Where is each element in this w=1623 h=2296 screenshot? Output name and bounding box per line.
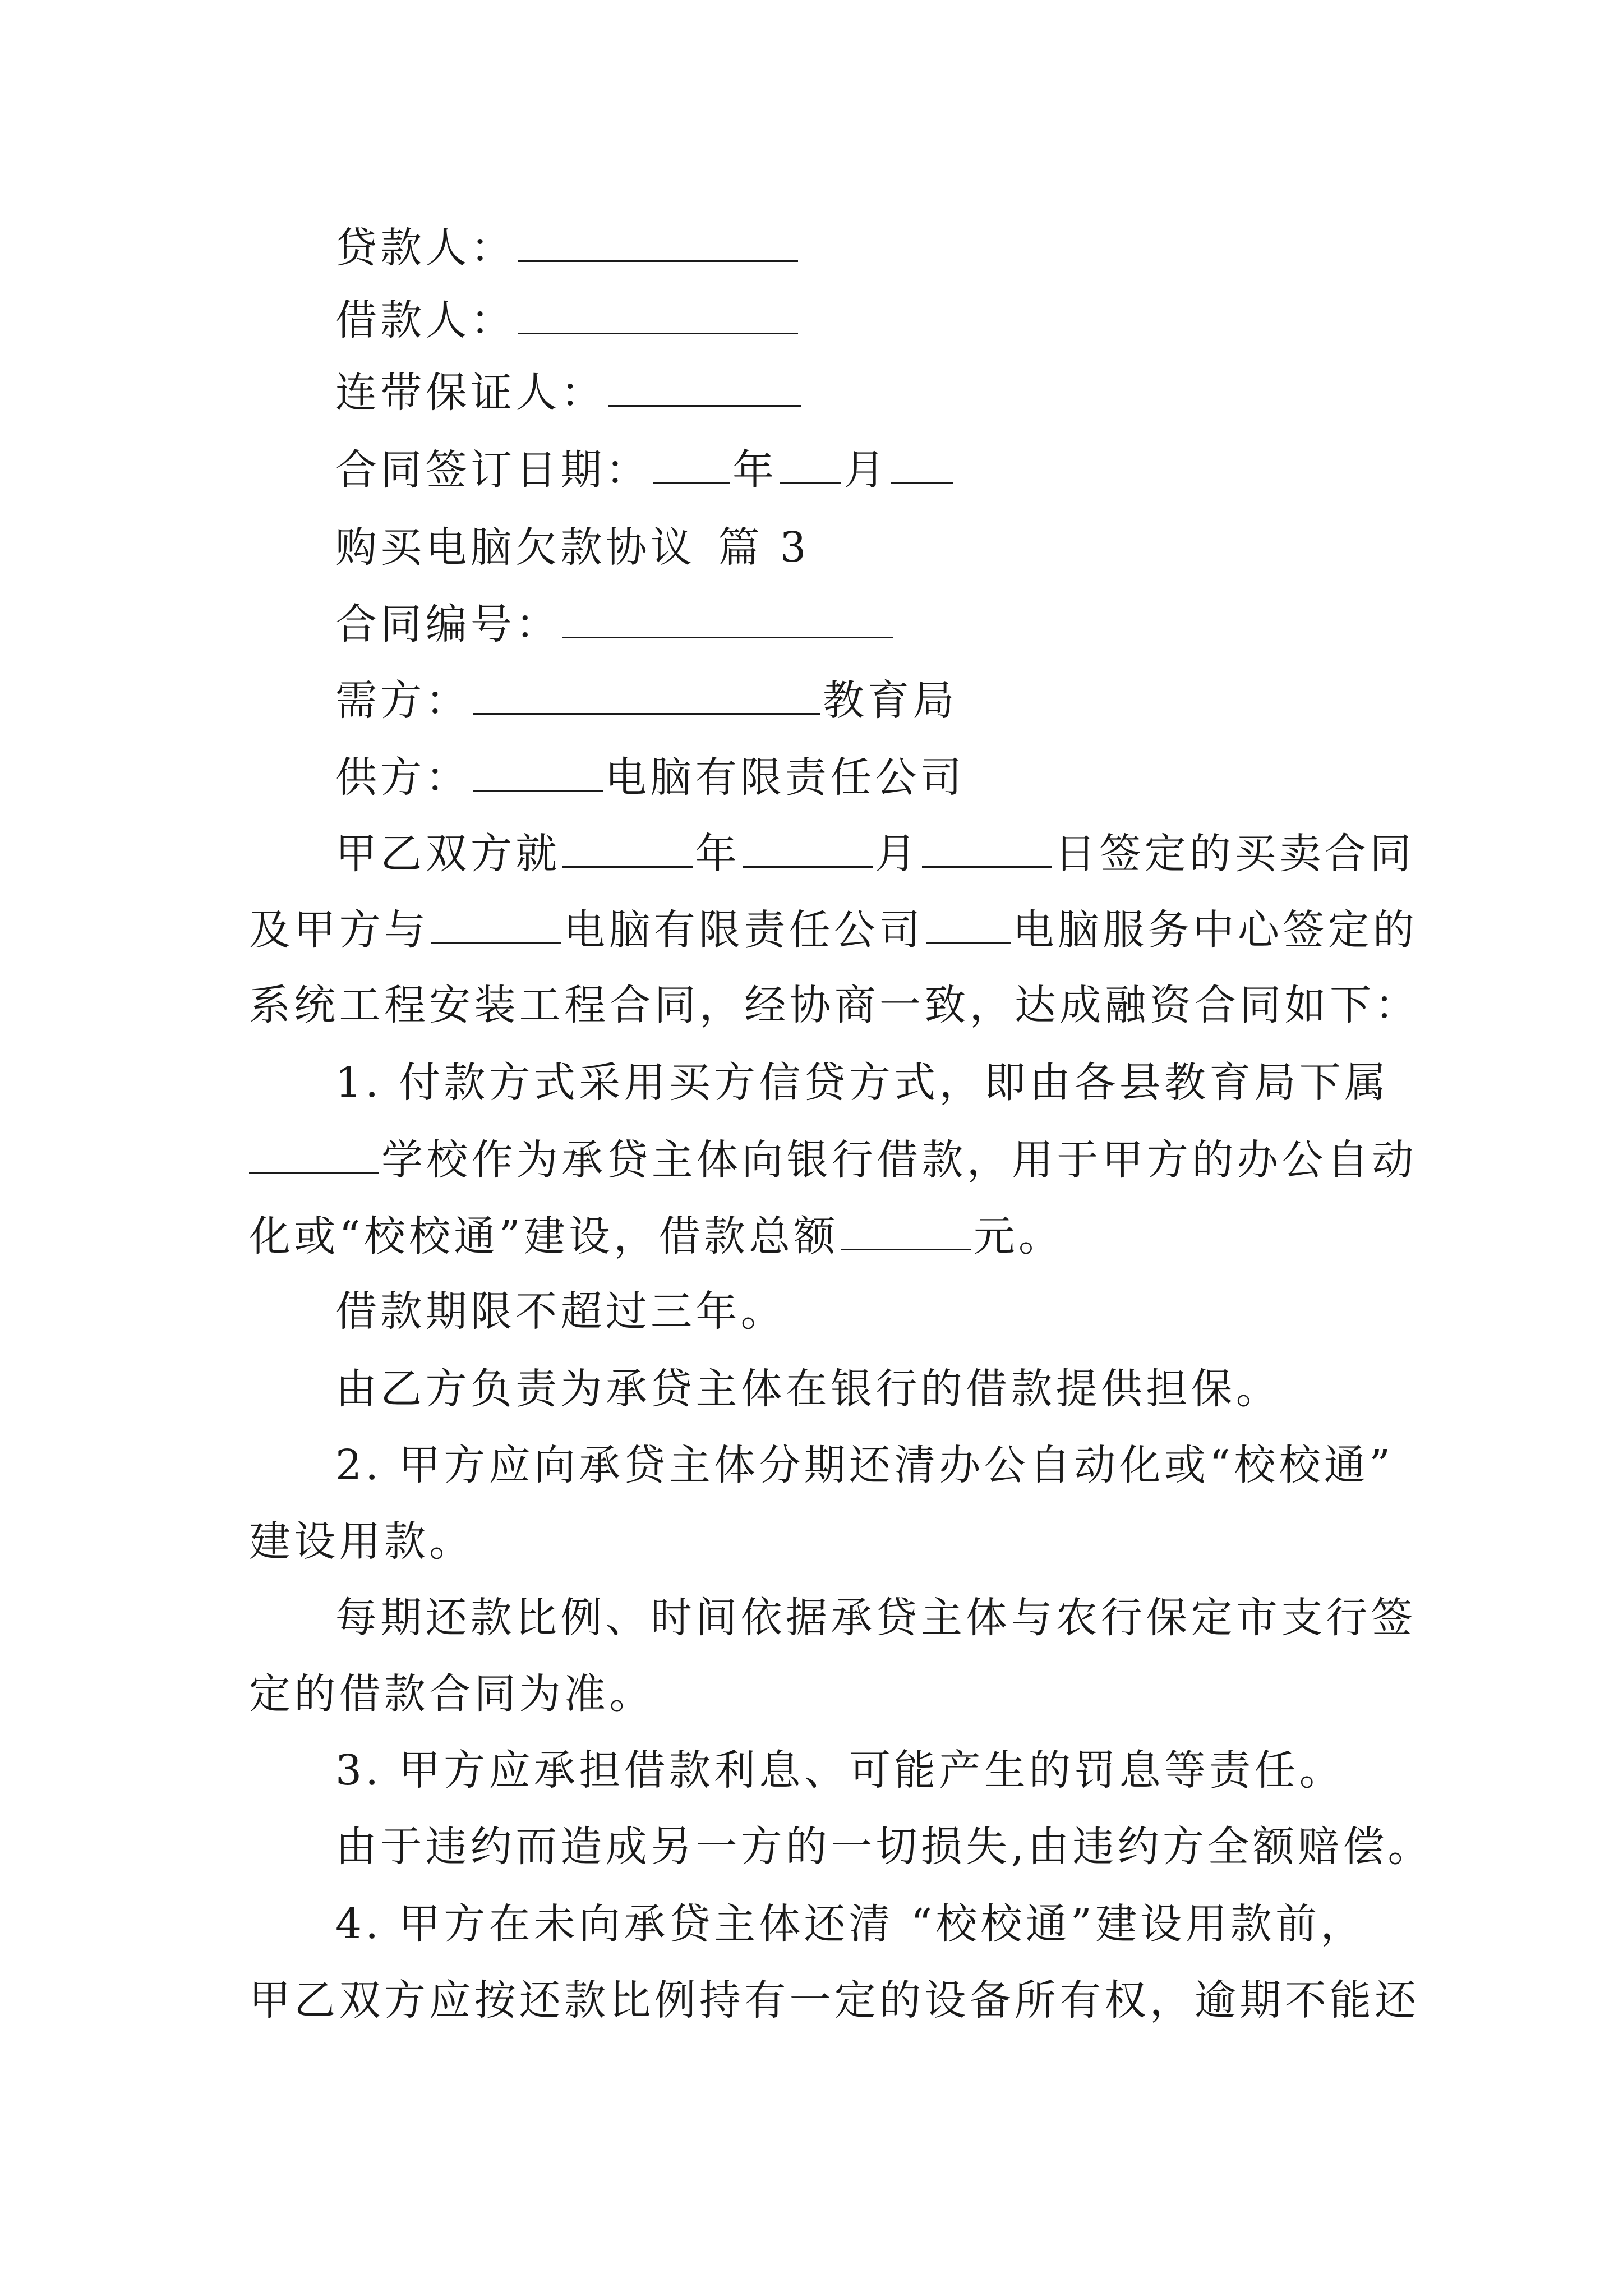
text-span: 2. 甲方应向承贷主体分期还清办公自动化或“校校通” bbox=[335, 1441, 1394, 1489]
text-span: 定的借款合同为准。 bbox=[249, 1670, 654, 1718]
text-span: 及甲方与 bbox=[249, 906, 430, 954]
clause-3-line bbox=[335, 1821, 1433, 1872]
paragraph-line bbox=[335, 827, 1414, 878]
date-day-blank[interactable] bbox=[891, 443, 953, 484]
signing-date-line bbox=[335, 443, 955, 495]
clause-2-line bbox=[335, 1592, 1416, 1644]
day-blank[interactable] bbox=[922, 827, 1052, 868]
clause-1-line bbox=[249, 1209, 1063, 1261]
loan-amount-blank[interactable] bbox=[841, 1209, 971, 1250]
clause-1-line bbox=[335, 1057, 1389, 1108]
text-span: 甲乙双方应按还款比例持有一定的设备所有权，逾期不能还 bbox=[249, 1976, 1420, 2024]
school-blank[interactable] bbox=[249, 1133, 379, 1174]
guarantor-label: 连带保证人： bbox=[335, 369, 606, 417]
text-span: 日签定的买卖合同 bbox=[1054, 830, 1415, 878]
clause-4-line bbox=[335, 1898, 1366, 1950]
lender-line bbox=[335, 221, 800, 273]
date-month-blank[interactable] bbox=[780, 443, 841, 484]
paragraph-line bbox=[249, 979, 1420, 1031]
clause-3-line bbox=[335, 1745, 1344, 1796]
text-span: 甲乙双方就 bbox=[335, 830, 561, 878]
text-span: 3. 甲方应承担借款利息、可能产生的罚息等责任。 bbox=[335, 1746, 1345, 1795]
year-blank[interactable] bbox=[562, 827, 693, 868]
clause-4-line bbox=[249, 1975, 1420, 2026]
paragraph-line bbox=[249, 903, 1418, 955]
date-label: 合同签订日期： bbox=[335, 446, 651, 494]
text-span: 元。 bbox=[973, 1212, 1064, 1260]
date-year-blank[interactable] bbox=[653, 443, 730, 484]
service-center-blank[interactable] bbox=[926, 903, 1011, 944]
text-span: 建设用款。 bbox=[249, 1517, 474, 1566]
lender-label: 贷款人： bbox=[335, 224, 516, 272]
supplier-suffix: 电脑有限责任公司 bbox=[605, 753, 966, 802]
lender-blank[interactable] bbox=[518, 221, 798, 262]
text-span: 系统工程安装工程合同，经协商一致，达成融资合同如下： bbox=[249, 981, 1420, 1029]
text-span: 电脑有限责任公司 bbox=[564, 906, 924, 954]
supplier-label: 供方： bbox=[335, 753, 471, 802]
buyer-suffix: 教育局 bbox=[822, 677, 958, 725]
clause-1-guarantee bbox=[335, 1363, 1281, 1415]
text-span: 化或“校校通”建设，借款总额 bbox=[249, 1212, 839, 1260]
section-title: 购买电脑欠款协议 bbox=[335, 523, 696, 572]
company-blank[interactable] bbox=[431, 903, 561, 944]
text-span: 每期还款比例、时间依据承贷主体与农行保定市支行签 bbox=[335, 1594, 1416, 1642]
contract-no-label: 合同编号： bbox=[335, 600, 561, 648]
text-span: 月 bbox=[874, 830, 920, 878]
text-span: 4. 甲方在未向承贷主体还清 “校校通”建设用款前， bbox=[335, 1900, 1366, 1948]
buyer-label: 需方： bbox=[335, 677, 471, 725]
text-span: 1. 付款方式采用买方信贷方式，即由各县教育局下属 bbox=[335, 1059, 1390, 1107]
text-span: 学校作为承贷主体向银行借款，用于甲方的办公自动 bbox=[381, 1136, 1417, 1184]
supplier-blank[interactable] bbox=[473, 751, 603, 792]
buyer-blank[interactable] bbox=[473, 674, 820, 715]
contract-no-blank[interactable] bbox=[562, 597, 893, 638]
borrower-blank[interactable] bbox=[518, 293, 798, 334]
guarantor-line bbox=[335, 366, 804, 417]
section-part: 篇 3 bbox=[718, 523, 810, 572]
supplier-line bbox=[335, 751, 965, 802]
buyer-line bbox=[335, 674, 958, 725]
guarantor-blank[interactable] bbox=[608, 366, 801, 407]
borrower-line bbox=[335, 293, 800, 345]
contract-no-line bbox=[335, 597, 896, 649]
date-month-label: 月 bbox=[843, 446, 889, 494]
text-span: 借款期限不超过三年。 bbox=[335, 1287, 786, 1336]
clause-1-term bbox=[335, 1286, 786, 1337]
text-span: 由乙方负责为承贷主体在银行的借款提供担保。 bbox=[335, 1365, 1281, 1413]
section-heading bbox=[335, 522, 810, 573]
clause-2-line bbox=[249, 1668, 654, 1720]
clause-2-line bbox=[249, 1516, 474, 1567]
text-span: 由于违约而造成另一方的一切损失,由违约方全额赔偿。 bbox=[335, 1823, 1433, 1871]
date-year-label: 年 bbox=[732, 446, 778, 494]
clause-1-line bbox=[249, 1133, 1417, 1185]
text-span: 电脑服务中心签定的 bbox=[1012, 906, 1418, 954]
month-blank[interactable] bbox=[743, 827, 873, 868]
text-span: 年 bbox=[695, 830, 740, 878]
borrower-label: 借款人： bbox=[335, 296, 516, 344]
clause-2-line bbox=[335, 1439, 1394, 1491]
